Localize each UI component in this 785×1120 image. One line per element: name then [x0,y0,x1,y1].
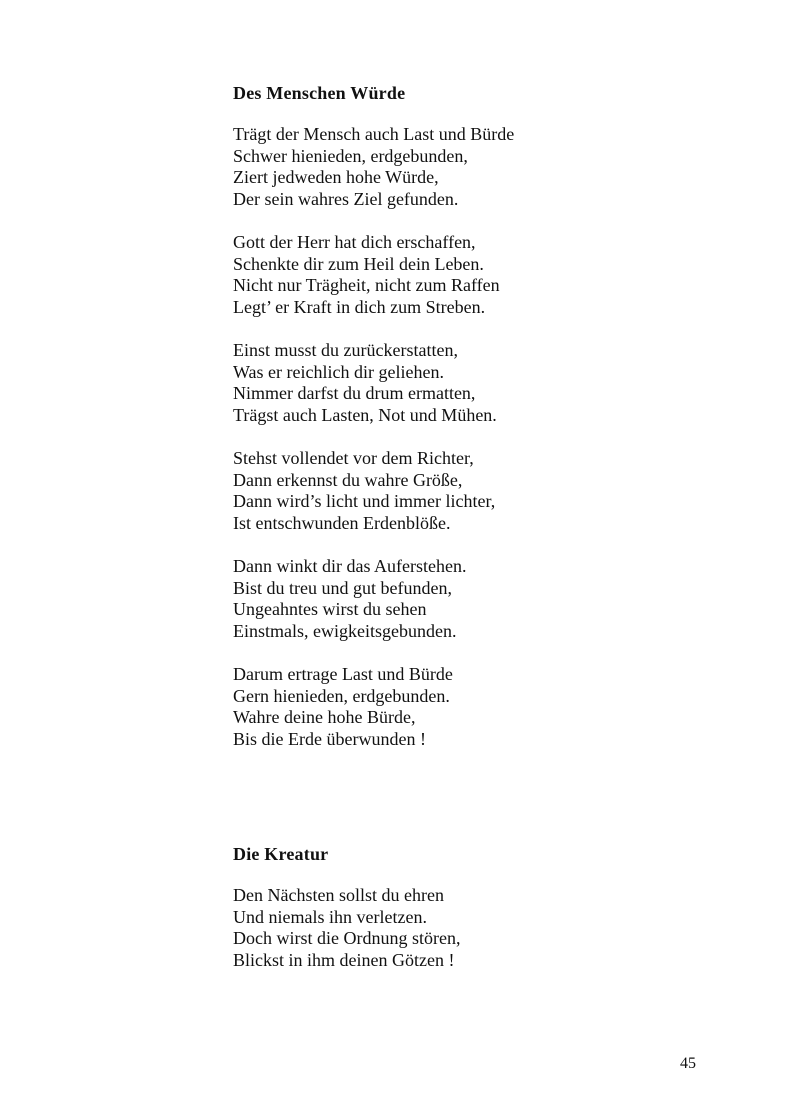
poem-line: Bis die Erde überwunden ! [233,728,426,749]
stanza [233,340,693,426]
poem-line: Ist entschwunden Erdenblöße. [233,512,451,533]
poem-line: Ziert jedweden hohe Würde, [233,167,439,187]
poem-line: Den Nächsten sollst du ehren [233,885,444,905]
poem-line: Trägt der Mensch auch Last und Bürde [233,124,515,144]
page-number: 45 [680,1055,696,1072]
poem-line: Dann erkennst du wahre Größe, [233,469,463,490]
poem-line: Nicht nur Trägheit, nicht zum Raffen [233,275,500,295]
poem-line: Darum ertrage Last und Bürde [233,664,453,684]
stanza [233,448,693,534]
poem-line: Wahre deine hohe Bürde, [233,707,416,727]
poem-line: Bist du treu und gut befunden, [233,577,452,598]
poem-line: Blickst in ihm deinen Götzen ! [233,949,455,970]
poem-line: Ungeahntes wirst du sehen [233,599,427,619]
poem-line: Dann wird’s licht und immer lichter, [233,491,496,511]
poem-line: Gern hienieden, erdgebunden. [233,685,450,706]
poem-des-menschen-wuerde [233,82,693,772]
poem-line: Stehst vollendet vor dem Richter, [233,448,474,468]
poem-line: Was er reichlich dir geliehen. [233,361,444,382]
poem-line: Schwer hienieden, erdgebunden, [233,145,468,166]
stanza [233,885,693,971]
poem-line: Einstmals, ewigkeitsgebunden. [233,620,457,641]
poem-line: Nimmer darfst du drum ermatten, [233,383,476,403]
poem-line: Legt’ er Kraft in dich zum Streben. [233,296,486,317]
poem-line: Schenkte dir zum Heil dein Leben. [233,253,484,274]
stanza [233,232,693,318]
poem-line: Dann winkt dir das Auferstehen. [233,556,467,576]
poem-line: Einst musst du zurückerstatten, [233,340,458,360]
poem-line: Und niemals ihn verletzen. [233,906,427,927]
stanza [233,124,693,210]
poem-line: Gott der Herr hat dich erschaffen, [233,232,476,252]
poem-title: Des Menschen Würde [233,83,406,103]
poem-title: Die Kreatur [233,844,329,864]
poem-line: Trägst auch Lasten, Not und Mühen. [233,404,497,425]
stanza [233,664,693,750]
poem-line: Der sein wahres Ziel gefunden. [233,188,459,209]
poem-line: Doch wirst die Ordnung stören, [233,928,461,948]
stanza [233,556,693,642]
poem-die-kreatur [233,843,693,993]
